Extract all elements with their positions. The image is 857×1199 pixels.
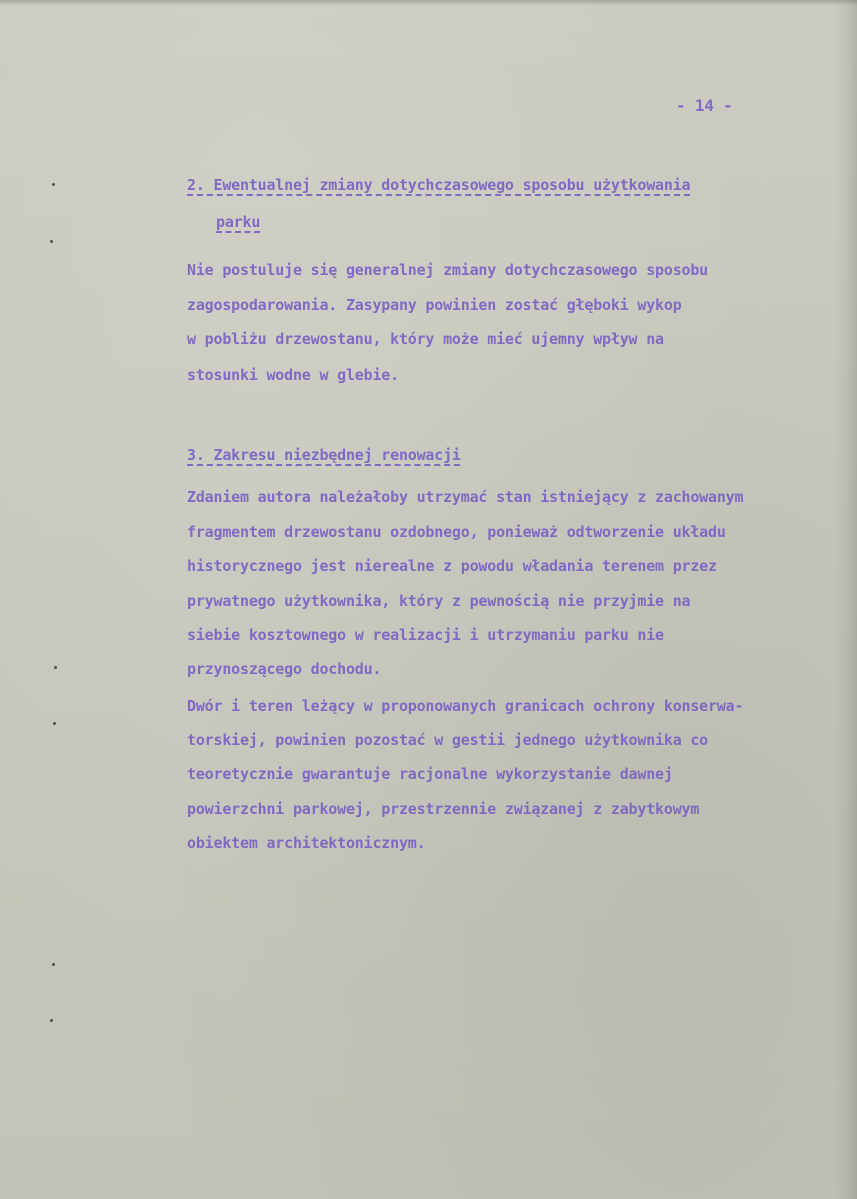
section3-paragraph2-line: obiektem architektonicznym.: [187, 834, 426, 852]
section3-paragraph1-line: przynoszącego dochodu.: [187, 660, 382, 678]
section2-heading-line-1: 2. Ewentualnej zmiany dotychczasowego sposobu użytkowania: [187, 176, 691, 194]
margin-mark: [50, 1019, 53, 1022]
page-right-edge: [835, 0, 857, 1199]
page-number: - 14 -: [676, 96, 733, 115]
section3-paragraph1-line: Zdaniem autora należałoby utrzymać stan istniejący z zachowanym: [187, 488, 744, 506]
margin-mark: [52, 183, 55, 186]
margin-mark: [54, 666, 57, 669]
section3-paragraph2-line: teoretycznie gwarantuje racjonalne wykorzystanie dawnej: [187, 765, 673, 783]
section2-heading-line-2: parku: [216, 213, 261, 231]
section3-paragraph1-line: siebie kosztownego w realizacji i utrzymaniu parku nie: [187, 626, 664, 644]
margin-mark: [52, 963, 55, 966]
page-top-edge: [0, 0, 857, 6]
section2-line: Nie postuluje się generalnej zmiany dotychczasowego sposobu: [187, 261, 709, 279]
margin-mark: [53, 722, 56, 725]
section3-paragraph2-line: powierzchni parkowej, przestrzennie związanej z zabytkowym: [187, 800, 700, 818]
section3-heading: 3. Zakresu niezbędnej renowacji: [187, 446, 461, 464]
section3-paragraph1-line: historycznego jest nierealne z powodu władania terenem przez: [187, 557, 717, 575]
section3-paragraph1-line: fragmentem drzewostanu ozdobnego, ponieważ odtworzenie układu: [187, 523, 726, 541]
section3-paragraph2-line: torskiej, powinien pozostać w gestii jednego użytkownika co: [187, 731, 709, 749]
section3-paragraph2-line: Dwór i teren leżący w proponowanych granicach ochrony konserwa-: [187, 697, 744, 715]
margin-mark: [50, 240, 53, 243]
section3-paragraph1-line: prywatnego użytkownika, który z pewnością nie przyjmie na: [187, 592, 691, 610]
section2-line: zagospodarowania. Zasypany powinien zostać głęboki wykop: [187, 296, 682, 314]
section2-line: w pobliżu drzewostanu, który może mieć ujemny wpływ na: [187, 330, 664, 348]
section2-line: stosunki wodne w glebie.: [187, 366, 399, 384]
